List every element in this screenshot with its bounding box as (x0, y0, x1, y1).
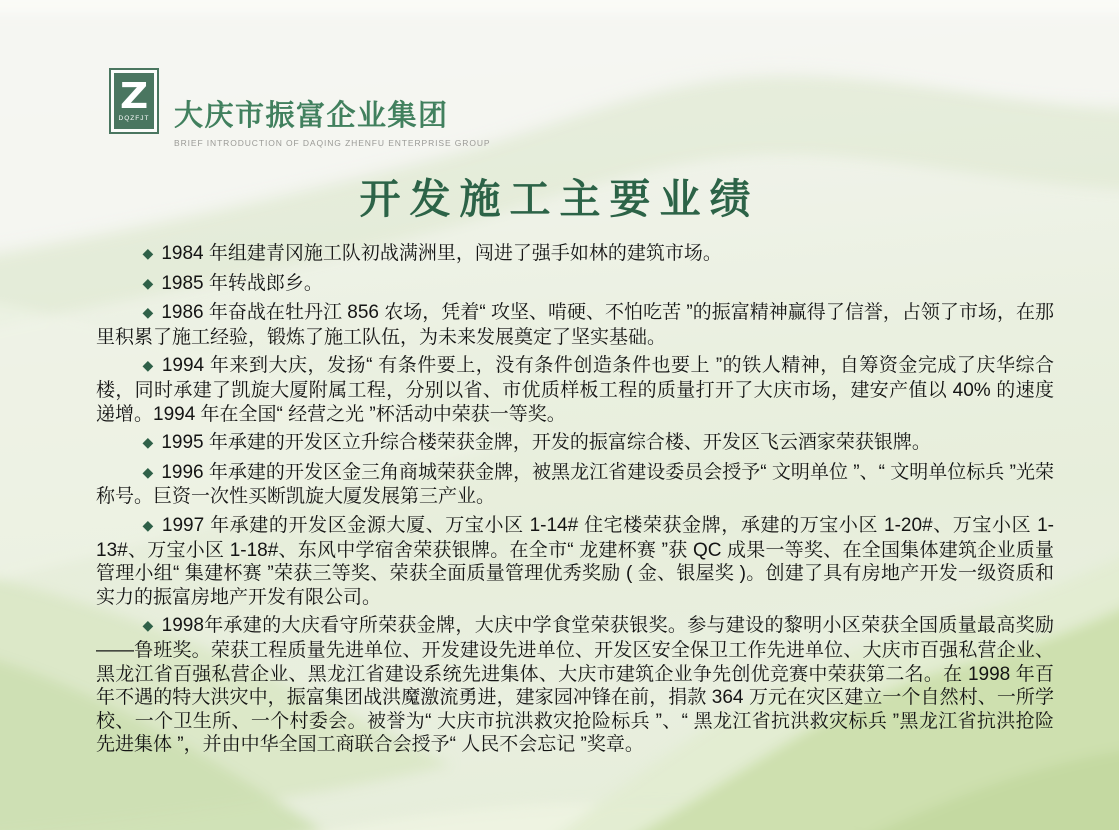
paragraph-text: 1996 年承建的开发区金三角商城荣获金牌，被黑龙江省建设委员会授予“ 文明单位 ”、“ 文明单位标兵 ”光荣称号。巨资一次性买断凯旋大厦发展第三产业。 (96, 461, 1054, 508)
paragraph-text: 1997 年承建的开发区金源大厦、万宝小区 1-14# 住宅楼荣获金牌，承建的万宝小区 1-20#、万宝小区 1-13#、万宝小区 1-18#、东风中学宿舍荣获银牌。在全市“ 龙建杯赛 ”获 QC 成果一等奖、在全国集体建筑企业质量管理小组“ 集建杯赛 ”荣获三等奖、荣获全面质量管理优秀奖励 ( 金、银屋奖 )。创建了具有房地产开发一级资质和实力的振富房地产开发有限公司。 (96, 514, 1054, 608)
bullet-diamond-icon: ◆ (142, 516, 154, 533)
header (109, 68, 490, 148)
paragraph-text: 1986 年奋战在牡丹江 856 农场，凭着“ 攻坚、啃硬、不怕吃苦 ”的振富精神赢得了信誉，占领了市场，在那里积累了施工经验，锻炼了施工队伍，为未来发展奠定了坚实基础。 (96, 302, 1054, 348)
bullet-diamond-icon: ◆ (142, 434, 154, 451)
bullet-diamond-icon: ◆ (142, 304, 154, 321)
bullet-diamond-icon: ◆ (142, 245, 154, 261)
bullet-diamond-icon: ◆ (142, 357, 154, 374)
paragraph-1996 (96, 461, 1054, 509)
paragraph-1994 (96, 354, 1054, 426)
achievements-list (96, 242, 1054, 762)
paragraph-1986 (96, 301, 1054, 349)
paragraph-text: 1995 年承建的开发区立升综合楼荣获金牌，开发的振富综合楼、开发区飞云酒家荣获银牌。 (161, 432, 931, 454)
paragraph-1984 (96, 242, 1054, 267)
logo-z-letter: Z (119, 75, 149, 117)
paragraph-1995 (96, 431, 1054, 456)
company-name: 大庆市振富企业集团 (174, 100, 449, 132)
logo-abbreviation: DQZFJT (118, 115, 150, 123)
company-logo (109, 68, 159, 134)
paragraph-1997 (96, 514, 1054, 609)
brand-block (174, 68, 490, 148)
company-subtitle: BRIEF INTRODUCTION OF DAQING ZHENFU ENTERPRISE GROUP (174, 138, 491, 148)
paragraph-text: 1994 年来到大庆，发扬“ 有条件要上，没有条件创造条件也要上 ”的铁人精神，自筹资金完成了庆华综合楼，同时承建了凯旋大厦附属工程，分别以省、市优质样板工程的质量打开了大庆市场，建安产值以 40% 的速度递增。1994 年在全国“ 经营之光 ”杯活动中荣获一等奖。 (96, 355, 1054, 425)
company-logo-inner (114, 73, 154, 129)
paragraph-1998 (96, 614, 1054, 757)
paragraph-1985 (96, 272, 1054, 297)
bullet-diamond-icon: ◆ (142, 274, 154, 291)
paragraph-text: 1998年承建的大庆看守所荣获金牌，大庆中学食堂荣获银奖。参与建设的黎明小区荣获全国质量最高奖励——鲁班奖。荣获工程质量先进单位、开发建设先进单位、开发区安全保卫工作先进单位、大庆市百强私营企业、黑龙江省百强私营企业、黑龙江省建设系统先进集体、大庆市建筑企业争先创优竞赛中荣获第二名。在 1998 年百年不遇的特大洪灾中，振富集团战洪魔激流勇进，建家园冲锋在前，捐款 364 万元在灾区建立一个自然村、一所学校、一个卫生所、一个村委会。被誉为“ 大庆市抗洪救灾抢险标兵 ”、“ 黑龙江省抗洪救灾标兵 ”黑龙江省抗洪抢险先进集体 ”，并由中华全国工商联合会授予“ 人民不会忘记 ”奖章。 (96, 615, 1054, 756)
page-title: 开发施工主要业绩 (359, 176, 760, 222)
bullet-diamond-icon: ◆ (142, 617, 154, 634)
bullet-diamond-icon: ◆ (142, 463, 154, 480)
paragraph-text: 1985 年转战郎乡。 (161, 272, 323, 294)
paragraph-text: 1984 年组建青冈施工队初战满洲里，闯进了强手如林的建筑市场。 (161, 243, 722, 264)
